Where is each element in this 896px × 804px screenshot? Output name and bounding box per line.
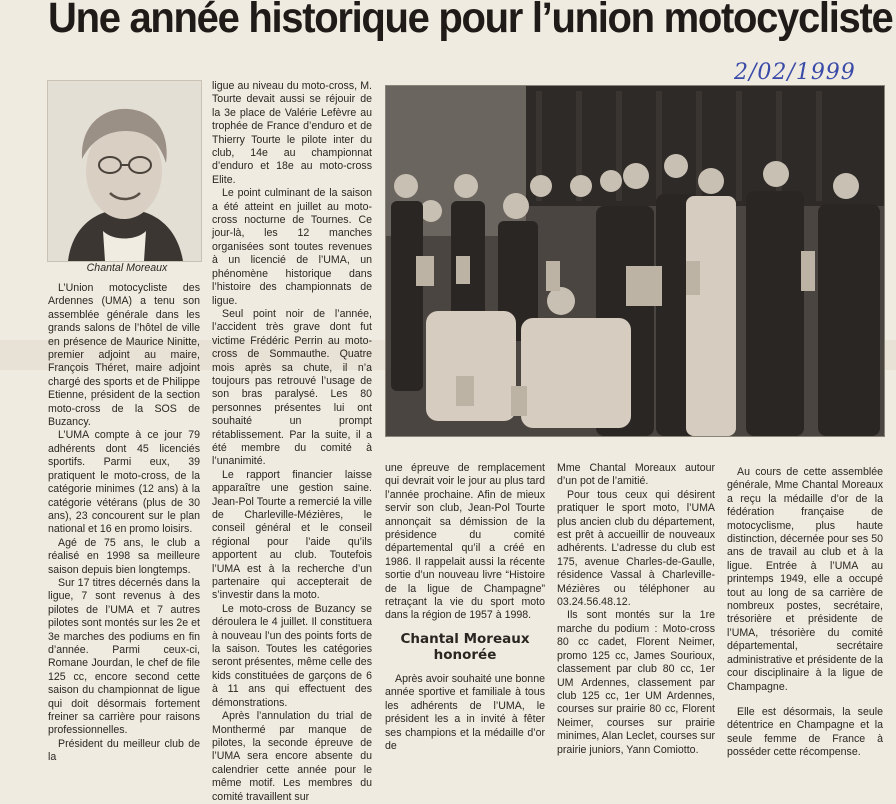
paragraph: Le point culminant de la saison a été atteint en juillet au moto-cross nocturne de Tournes. Ce jour-là, les 12 manches organisées sont toutes revenues à un licencié de l’UMA, un phénomène historique dans l’histoire des championnats de ligue. [212,187,372,307]
paragraph: Le rapport financier laisse apparaître une gestion saine. Jean-Pol Tourte a remercié la ville de Charleville-Mézières, le conseil général et le conseil régional pour l’aide qu’ils apportent au club. Toutefois l’UMA est à la recherche d’un partenaire qui accepterait de s’investir dans la moto. [212,468,372,602]
paragraph: Pour tous ceux qui désirent pratiquer le sport moto, l’UMA plus ancien club du département, est prêt à accueillir de nouveaux adhérents. L’adresse du club est 175, avenue Charles-de-Gaulle, résidence Vassal à Charleville-Mézières ou téléphoner au 03.24.56.48.12. [557,488,715,609]
article-column-4 [557,462,715,757]
paragraph: Mme Chantal Moreaux autour d’un pot de l’amitié. [557,462,715,488]
paragraph: Le moto-cross de Buzancy se déroulera le 4 juillet. Il constituera à nouveau l’un des points forts de la saison. Toutes les catégories seront présentes, même celle des kids constituées de garçons de 6 à 11 ans qui effectuent des démonstrations. [212,602,372,709]
paragraph: Elle est désormais, la seule détentrice en Champagne et la seule femme de France à posséder cette récompense. [727,705,883,759]
article-column-1 [48,282,200,765]
article-column-2 [212,80,372,804]
handwritten-date: 2/02/1999 [734,60,856,85]
paragraph: Ils sont montés sur la 1re marche du podium : Moto-cross 80 cc cadet, Florent Neimer, promo 125 cc, James Sourioux, classement par club 80 cc, 1er UM Ardennes, classement par club 125 cc, 1er UM Ardennes, courses sur prairie 80 cc, Florent Neimer, courses sur prairie minimes, Alan Leclet, courses sur prairie juniors, Yann Comiotto. [557,609,715,756]
paragraph: Après avoir souhaité une bonne année sportive et familiale à tous les adhérents de l’UMA, le président les a in invité à fêter ses champions et la médaille d’or de [385,672,545,752]
portrait-caption: Chantal Moreaux [86,262,168,274]
paragraph: Après l’annulation du trial de Monthermé par manque de pilotes, la seconde épreuve de l’UMA sera encore absente du calendrier cette année pour le même motif. Les membres du comité travaillent sur [212,710,372,803]
paragraph: Seul point noir de l’année, l’accident très grave dont fut victime Frédéric Perrin au moto-cross de Sommauthe. Quatre mois après sa chute, il n’a toujours pas retrouvé l’usage de son bras paralysé. Les 80 personnes présentes lui ont souhaité un prompt rétablissement. Par la suite, il a été membre du comité à l’unanimité. [212,307,372,468]
article-column-3 [385,462,545,753]
portrait-photo [47,80,202,262]
section-subheading: Chantal Moreaux honorée [400,630,530,663]
group-photo-illustration [386,86,884,436]
paragraph: Président du meilleur club de la [48,737,200,764]
paragraph: L’UMA compte à ce jour 79 adhérents dont 45 licenciés sportifs. Parmi eux, 39 pratiquent le moto-cross, de la catégorie minimes (12 ans) à la catégorie vétérans (plus de 30 ans), 23 concourent sur le plan national et 16 en promo loisirs. [48,429,200,536]
paragraph: L’Union motocycliste des Ardennes (UMA) a tenu son assemblée générale dans les grands salons de l’hôtel de ville en présence de Maurice Ninitte, premier adjoint au maire, François Théret, maire adjoint chargé des sports et de Philippe Etienne, président de la section moto-cross de la SOS de Buzancy. [48,282,200,429]
portrait-illustration [48,81,201,261]
group-photo [385,85,885,437]
article-column-5 [727,466,883,760]
paragraph: Au cours de cette assemblée générale, Mme Chantal Moreaux a reçu la médaille d’or de la fédération française de motocyclisme, plus haute distinction, décernée pour ses 50 ans de travail au club et à la ligue. Entrée à l’UMA au printemps 1949, elle a occupé tout au long de sa carrière de nombreux postes, secrétaire, trésorière et présidente de l’UMA, trésorière du comité départemental, secrétaire administrative et présidente de la cour disciplinaire à la ligue de Champagne. [727,466,883,693]
paragraph: une épreuve de remplacement qui devrait voir le jour au plus tard l’année prochaine. Afin de mieux servir son club, Jean-Pol Tourte annonçait sa démission de la présidence du comité départemental qu’il a créé en 1986. Il rappelait aussi la récente sortie d’un nouveau livre “Histoire de la ligue de Champagne” retraçant la vie du sport moto dans la région de 1957 à 1998. [385,462,545,622]
headline: Une année historique pour l’union motocycliste [48,0,893,42]
paragraph: Agé de 75 ans, le club a réalisé en 1998 sa meilleure saison depuis bien longtemps. [48,536,200,576]
paragraph: Sur 17 titres décernés dans la ligue, 7 sont revenus à des pilotes de l’UMA et 7 autres pilotes sont montés sur les 2e et 3e marches des podiums en fin d’année. Parmi ceux-ci, Romane Jourdan, le chef de file 125 cc, encore second cette saison du championnat de ligue qui doit désormais fortement freiner sa carrière pour raisons professionnelles. [48,576,200,737]
paragraph: ligue au niveau du moto-cross, M. Tourte devait aussi se réjouir de la 3e place de Valérie Lefèvre au trophée de France d’enduro et de Thierry Tourte le pilote inter du club, 14e au championnat d’enduro et 18e au moto-cross Elite. [212,80,372,186]
